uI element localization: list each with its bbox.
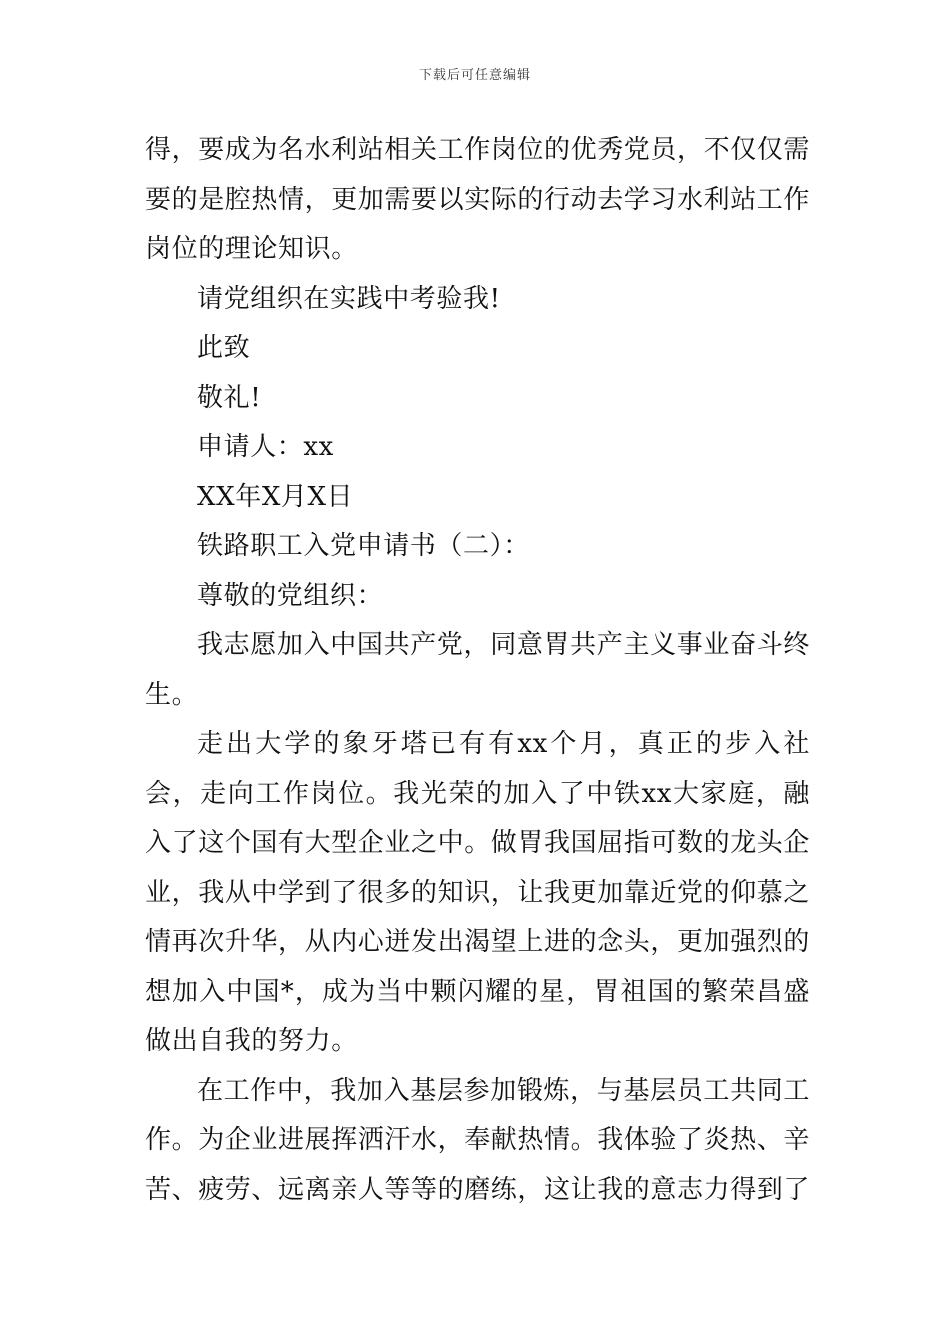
paragraph-title: 铁路职工入党申请书（二）： (197, 531, 530, 561)
paragraph: 申请人：xx (197, 432, 334, 462)
paragraph: 得，要成为名水利站相关工作岗位的优秀党员，不仅仅需要的是腔热情，更加需要以实际的行动去学习水利站工作岗位的理论知识。 (145, 135, 811, 264)
paragraph: XX年X月X日 (197, 481, 354, 512)
paragraph: 请党组织在实践中考验我! (197, 283, 501, 314)
paragraph: 此致 (197, 333, 251, 363)
page-header: 下载后可任意编辑 (418, 68, 531, 83)
paragraph: 在工作中，我加入基层参加锻炼，与基层员工共同工作。为企业进展挥洒汗水，奉献热情。我体验了炎热、辛苦、疲劳、远离亲人等等的磨练，这让我的意志力得到了 (145, 1075, 811, 1205)
document-body (145, 126, 810, 1215)
paragraph: 敬礼! (197, 382, 262, 413)
paragraph: 走出大学的象牙塔已有有xx个月，真正的步入社会，走向工作岗位。我光荣的加入了中铁xx大家庭，融入了这个国有大型企业之中。做胃我国屈指可数的龙头企业，我从中学到了很多的知识，让我更加靠近党的仰慕之情再次升华，从内心迸发出渴望上进的念头，更加强烈的想加入中国*，成为当中颗闪耀的星，胃祖国的繁荣昌盛做出自我的努力。 (145, 729, 811, 1056)
paragraph-salutation: 尊敬的党组织： (197, 580, 384, 611)
paragraph: 我志愿加入中国共产党，同意胃共产主义事业奋斗终生。 (145, 630, 810, 710)
